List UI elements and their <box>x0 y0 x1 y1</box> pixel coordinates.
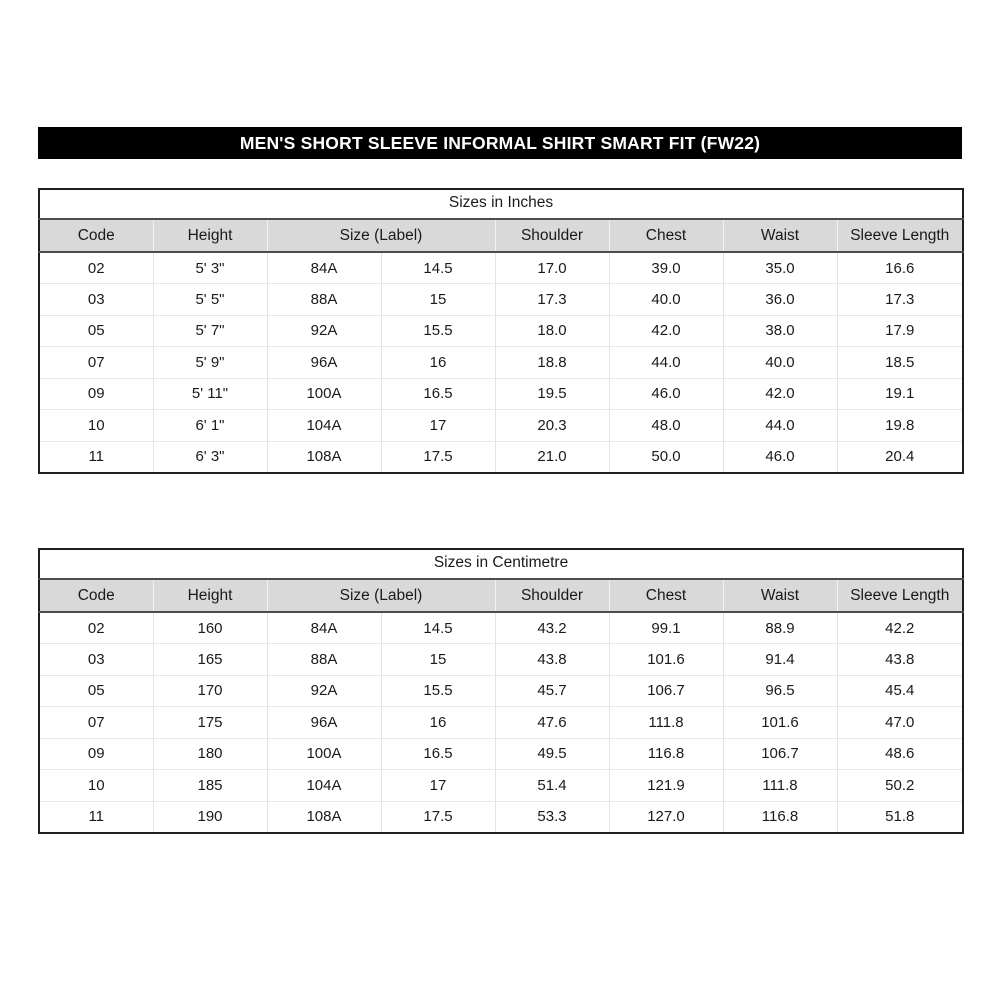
table-cell: 127.0 <box>609 801 723 833</box>
table-cell: 108A <box>267 441 381 473</box>
table-cell: 16 <box>381 707 495 739</box>
table-cell: 5' 3" <box>153 252 267 284</box>
table-cell: 92A <box>267 315 381 347</box>
table-cell: 5' 7" <box>153 315 267 347</box>
column-header: Shoulder <box>495 579 609 612</box>
table-cell: 43.8 <box>495 644 609 676</box>
table-cell: 50.0 <box>609 441 723 473</box>
table-cell: 190 <box>153 801 267 833</box>
table-cell: 91.4 <box>723 644 837 676</box>
table-cell: 116.8 <box>609 738 723 770</box>
table-cell: 180 <box>153 738 267 770</box>
table-cell: 16 <box>381 347 495 379</box>
table-cell: 15.5 <box>381 315 495 347</box>
table-cell: 48.0 <box>609 410 723 442</box>
table-cell: 19.5 <box>495 378 609 410</box>
sizes-in-inches-table <box>38 188 964 474</box>
table-cell: 49.5 <box>495 738 609 770</box>
table-cell: 96.5 <box>723 675 837 707</box>
table-cell: 35.0 <box>723 252 837 284</box>
table-cell: 07 <box>39 707 153 739</box>
table-cell: 101.6 <box>609 644 723 676</box>
table-cell: 10 <box>39 770 153 802</box>
column-header: Shoulder <box>495 219 609 252</box>
table-cell: 45.7 <box>495 675 609 707</box>
table-cell: 19.8 <box>837 410 963 442</box>
table-cell: 50.2 <box>837 770 963 802</box>
table-cell: 36.0 <box>723 284 837 316</box>
table-cell: 14.5 <box>381 612 495 644</box>
table-cell: 51.8 <box>837 801 963 833</box>
table-cell: 6' 1" <box>153 410 267 442</box>
table-cell: 18.5 <box>837 347 963 379</box>
table-cell: 175 <box>153 707 267 739</box>
column-header: Height <box>153 219 267 252</box>
column-header: Sleeve Length <box>837 219 963 252</box>
table-cell: 88A <box>267 644 381 676</box>
table-cell: 44.0 <box>723 410 837 442</box>
table-cell: 44.0 <box>609 347 723 379</box>
table-cell: 03 <box>39 284 153 316</box>
table-cell: 20.3 <box>495 410 609 442</box>
table-cell: 100A <box>267 738 381 770</box>
table-cell: 5' 9" <box>153 347 267 379</box>
table-cell: 45.4 <box>837 675 963 707</box>
table-cell: 15 <box>381 644 495 676</box>
title-banner <box>38 127 962 159</box>
table-cell: 11 <box>39 441 153 473</box>
table-cell: 6' 3" <box>153 441 267 473</box>
table-cell: 92A <box>267 675 381 707</box>
table-cell: 17 <box>381 770 495 802</box>
table-cell: 46.0 <box>609 378 723 410</box>
table-cell: 42.0 <box>609 315 723 347</box>
table-cell: 43.8 <box>837 644 963 676</box>
table-cell: 02 <box>39 252 153 284</box>
table-cell: 17.9 <box>837 315 963 347</box>
column-header: Code <box>39 579 153 612</box>
table-cell: 07 <box>39 347 153 379</box>
table-cell: 10 <box>39 410 153 442</box>
table-cell: 40.0 <box>609 284 723 316</box>
table-cell: 53.3 <box>495 801 609 833</box>
table-cell: 05 <box>39 675 153 707</box>
table-cell: 88A <box>267 284 381 316</box>
table-cell: 104A <box>267 410 381 442</box>
column-header: Waist <box>723 219 837 252</box>
table-row <box>39 770 963 802</box>
table-cell: 05 <box>39 315 153 347</box>
table-body <box>39 612 963 833</box>
table-title-row <box>39 549 963 579</box>
table-cell: 116.8 <box>723 801 837 833</box>
table-cell: 16.5 <box>381 378 495 410</box>
column-header: Waist <box>723 579 837 612</box>
table-row <box>39 347 963 379</box>
table-cell: 02 <box>39 612 153 644</box>
table-cell: 51.4 <box>495 770 609 802</box>
sizes-in-centimetre-table <box>38 548 964 834</box>
table-cell: 18.8 <box>495 347 609 379</box>
table-cell: 88.9 <box>723 612 837 644</box>
table-row <box>39 441 963 473</box>
table-cell: 106.7 <box>723 738 837 770</box>
table-cell: 160 <box>153 612 267 644</box>
table-row <box>39 707 963 739</box>
table-cell: 38.0 <box>723 315 837 347</box>
table-cell: 16.5 <box>381 738 495 770</box>
column-header: Height <box>153 579 267 612</box>
column-header: Size (Label) <box>267 579 495 612</box>
column-header: Chest <box>609 579 723 612</box>
table-cell: 99.1 <box>609 612 723 644</box>
table-row <box>39 284 963 316</box>
column-header: Sleeve Length <box>837 579 963 612</box>
page-title: MEN'S SHORT SLEEVE INFORMAL SHIRT SMART FIT (FW22) <box>239 132 761 153</box>
table-title: Sizes in Centimetre <box>39 549 963 579</box>
table-cell: 42.2 <box>837 612 963 644</box>
header-row <box>39 579 963 612</box>
table-cell: 5' 11" <box>153 378 267 410</box>
table-title-row <box>39 189 963 219</box>
table-cell: 111.8 <box>723 770 837 802</box>
column-header: Chest <box>609 219 723 252</box>
table-cell: 17.3 <box>837 284 963 316</box>
table-cell: 84A <box>267 252 381 284</box>
column-header: Size (Label) <box>267 219 495 252</box>
table-cell: 108A <box>267 801 381 833</box>
table-cell: 106.7 <box>609 675 723 707</box>
table-cell: 165 <box>153 644 267 676</box>
table-cell: 40.0 <box>723 347 837 379</box>
table-cell: 39.0 <box>609 252 723 284</box>
table-cell: 84A <box>267 612 381 644</box>
table-cell: 17.5 <box>381 441 495 473</box>
header-row <box>39 219 963 252</box>
table-cell: 15.5 <box>381 675 495 707</box>
table-cell: 15 <box>381 284 495 316</box>
table-row <box>39 252 963 284</box>
table-body <box>39 252 963 473</box>
table-cell: 42.0 <box>723 378 837 410</box>
table-row <box>39 378 963 410</box>
table-cell: 16.6 <box>837 252 963 284</box>
table-cell: 03 <box>39 644 153 676</box>
table-cell: 96A <box>267 707 381 739</box>
table-row <box>39 612 963 644</box>
table-cell: 17.5 <box>381 801 495 833</box>
table-cell: 96A <box>267 347 381 379</box>
column-header: Code <box>39 219 153 252</box>
table-cell: 48.6 <box>837 738 963 770</box>
table-row <box>39 801 963 833</box>
table-cell: 121.9 <box>609 770 723 802</box>
table-cell: 09 <box>39 378 153 410</box>
table-cell: 46.0 <box>723 441 837 473</box>
table-cell: 47.6 <box>495 707 609 739</box>
table-cell: 101.6 <box>723 707 837 739</box>
table-cell: 09 <box>39 738 153 770</box>
table-row <box>39 315 963 347</box>
table-cell: 14.5 <box>381 252 495 284</box>
table-cell: 104A <box>267 770 381 802</box>
table-cell: 43.2 <box>495 612 609 644</box>
table-row <box>39 644 963 676</box>
table-cell: 185 <box>153 770 267 802</box>
table-cell: 100A <box>267 378 381 410</box>
table-cell: 11 <box>39 801 153 833</box>
table-cell: 5' 5" <box>153 284 267 316</box>
table-cell: 20.4 <box>837 441 963 473</box>
table-cell: 21.0 <box>495 441 609 473</box>
table-row <box>39 410 963 442</box>
table-row <box>39 675 963 707</box>
table-cell: 47.0 <box>837 707 963 739</box>
table-cell: 17.0 <box>495 252 609 284</box>
table-cell: 170 <box>153 675 267 707</box>
table-row <box>39 738 963 770</box>
table-title: Sizes in Inches <box>39 189 963 219</box>
table-cell: 19.1 <box>837 378 963 410</box>
table-cell: 111.8 <box>609 707 723 739</box>
table-cell: 17 <box>381 410 495 442</box>
table-cell: 18.0 <box>495 315 609 347</box>
table-cell: 17.3 <box>495 284 609 316</box>
